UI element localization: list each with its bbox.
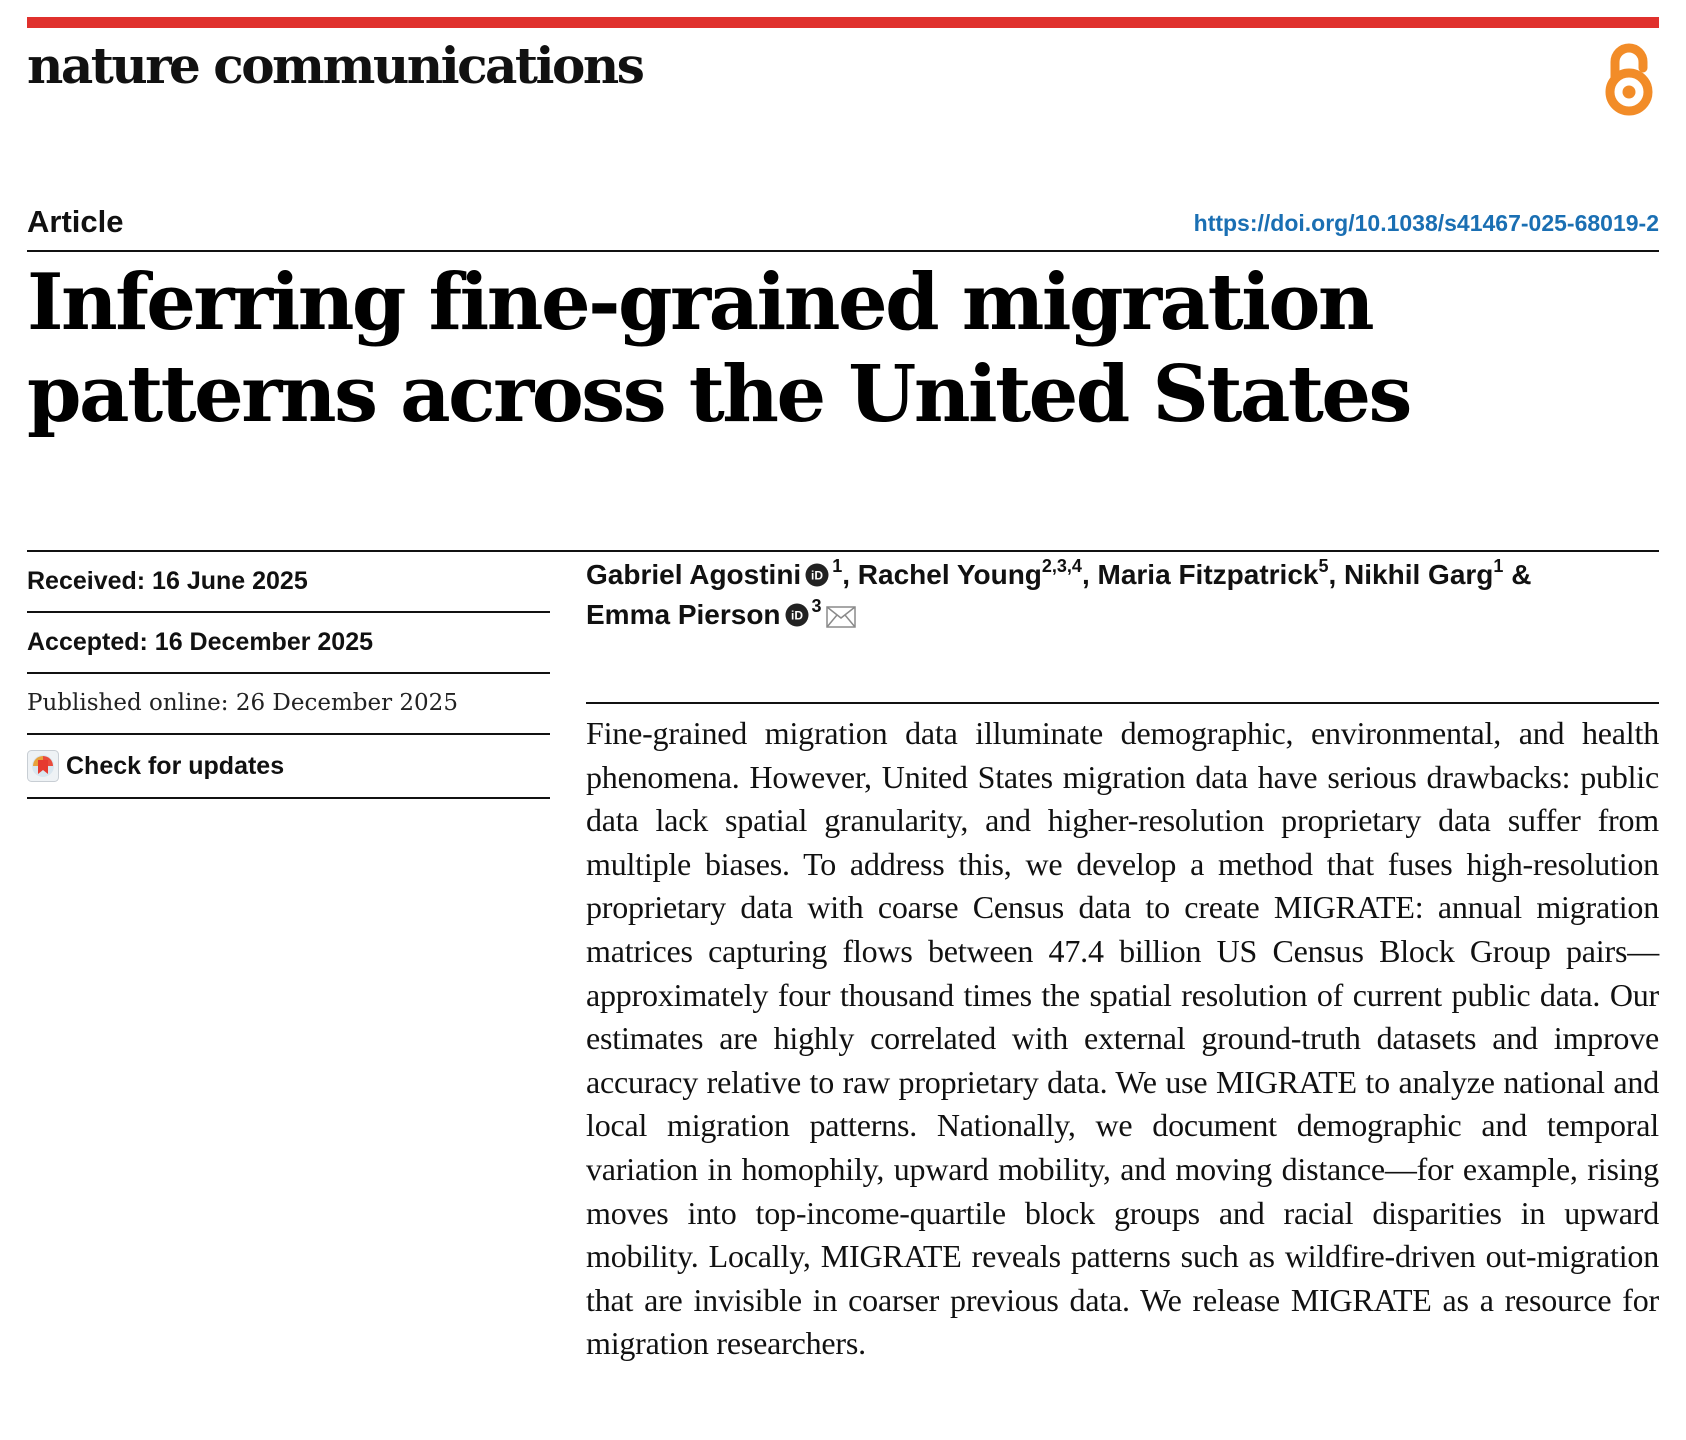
abstract-divider	[586, 702, 1659, 704]
check-for-updates-button[interactable]	[27, 735, 550, 799]
published-date: Published online: 26 December 2025	[27, 674, 550, 735]
author-name[interactable]: Maria Fitzpatrick	[1097, 559, 1319, 590]
svg-text:iD: iD	[790, 608, 803, 623]
article-history	[27, 552, 550, 799]
author-name[interactable]: Gabriel Agostini	[586, 559, 802, 590]
author-list: Gabriel Agostini iD $^1$, Rachel Young$^{2,3,4}$, Maria Fitzpatrick$^5$, Nikhil Garg$^1$ & Emma Pierson iD $^3$	[586, 556, 1532, 630]
header-divider	[27, 250, 1659, 252]
article-title: Inferring fine-grained migration patterns across the United States	[27, 257, 1410, 440]
abstract: Fine-grained migration data illuminate demographic, environmental, and health phenomena. However, United States migration data have serious drawbacks: public data lack spatial granularity, and higher-resolution proprietary data suffer from multiple biases. To address this, we develop a method that fuses high-resolution proprietary data with coarse Census data to create MIGRATE: annual migration matrices capturing flows between 47.4 billion US Census Block Group pairs—approximately four thousand times the spatial resolution of current public data. Our estimates are highly correlated with external ground-truth datasets and improve accuracy relative to raw proprietary data. We use MIGRATE to analyze national and local migration patterns. Nationally, we document demographic and temporal variation in homophily, upward mobility, and moving distance—for example, rising moves into top-income-quartile block groups and racial disparities in upward mobility. Locally, MIGRATE reveals patterns such as wildfire-driven out-migration that are invisible in coarser previous data. We release MIGRATE as a resource for migration researchers.	[586, 715, 1659, 1362]
author-affiliation[interactable]: 1	[832, 556, 843, 576]
journal-name[interactable]: nature communications	[27, 36, 643, 95]
orcid-icon[interactable]	[805, 563, 829, 587]
crossmark-icon	[27, 750, 59, 782]
doi-link[interactable]: https://doi.org/10.1038/s41467-025-68019-2	[1193, 210, 1659, 236]
orcid-icon[interactable]	[785, 603, 809, 627]
received-date: Received: 16 June 2025	[27, 552, 550, 613]
email-icon[interactable]	[826, 606, 856, 628]
check-for-updates-label: Check for updates	[66, 751, 285, 780]
journal-brand-bar	[27, 17, 1659, 28]
author-affiliation[interactable]: 1	[1493, 556, 1504, 576]
open-access-icon	[1602, 38, 1656, 118]
author-name[interactable]: Emma Pierson	[586, 599, 781, 630]
author-affiliation[interactable]: 3	[811, 596, 822, 616]
author-name[interactable]: Rachel Young	[857, 559, 1042, 590]
article-type: Article	[27, 204, 124, 239]
author-affiliation[interactable]: 5	[1318, 556, 1329, 576]
svg-text:iD: iD	[811, 568, 824, 583]
accepted-date: Accepted: 16 December 2025	[27, 613, 550, 674]
author-name[interactable]: Nikhil Garg	[1344, 559, 1494, 590]
author-affiliation[interactable]: 2,3,4	[1041, 556, 1082, 576]
